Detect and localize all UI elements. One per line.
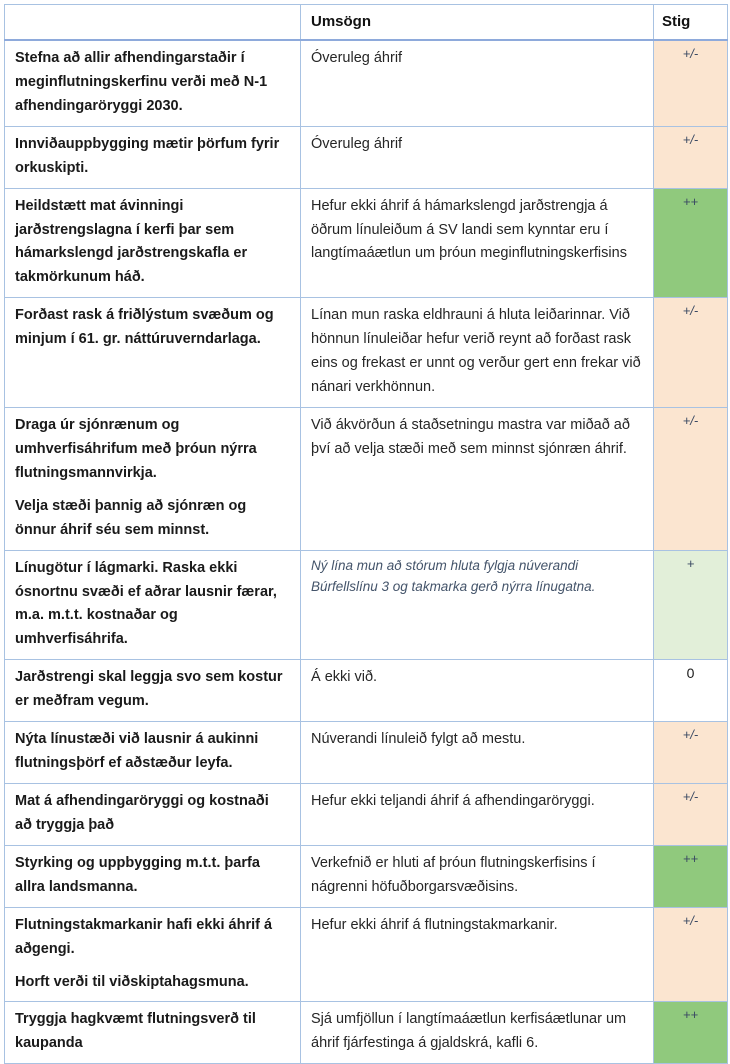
table-row — [5, 783, 728, 845]
criterion-text: Flutningstakmarkanir hafi ekki áhrif á aðgengi. — [15, 916, 273, 957]
header-score: Stig — [654, 5, 728, 41]
comment-cell: Hefur ekki áhrif á flutningstakmarkanir. — [301, 907, 654, 1002]
criterion-cell — [5, 907, 301, 1002]
table-row — [5, 298, 728, 408]
comment-cell: Óveruleg áhrif — [301, 126, 654, 188]
table-row — [5, 407, 728, 550]
table-body — [5, 40, 728, 1064]
score-cell: +/- — [654, 783, 728, 845]
criterion-text: Velja stæði þannig að sjónræn og önnur áhrif séu sem minnst. — [15, 497, 247, 538]
score-cell: ++ — [654, 188, 728, 298]
comment-cell: Á ekki við. — [301, 660, 654, 722]
comment-cell: Óveruleg áhrif — [301, 40, 654, 126]
comment-cell: Verkefnið er hluti af þróun flutningskerfisins í nágrenni höfuðborgarsvæðisins. — [301, 845, 654, 907]
criterion-text: Horft verði til viðskiptahagsmuna. — [15, 973, 249, 990]
table-row — [5, 660, 728, 722]
comment-cell: Við ákvörðun á staðsetningu mastra var miðað að því að velja stæði með sem minnst sjónræn áhrif. — [301, 407, 654, 550]
criterion-text: Innviðauppbygging mætir þörfum fyrir orkuskipti. — [15, 135, 280, 176]
score-cell: +/- — [654, 298, 728, 408]
criterion-cell — [5, 188, 301, 298]
criterion-text: Jarðstrengi skal leggja svo sem kostur er meðfram vegum. — [15, 669, 283, 710]
table-row — [5, 40, 728, 126]
score-cell: +/- — [654, 407, 728, 550]
comment-cell: Línan mun raska eldhrauni á hluta leiðarinnar. Við hönnun línuleiðar hefur verið reynt að forðast rask eins og frekast er unnt og verður gert enn frekar við nánari verkhönnun. — [301, 298, 654, 408]
score-cell: ++ — [654, 1002, 728, 1064]
score-cell: +/- — [654, 722, 728, 784]
score-cell: + — [654, 550, 728, 660]
comment-cell: Hefur ekki teljandi áhrif á afhendingaröryggi. — [301, 783, 654, 845]
criterion-cell — [5, 1002, 301, 1064]
criterion-text: Stefna að allir afhendingarstaðir í meginflutningskerfinu verði með N-1 afhendingaröryggi 2030. — [15, 50, 268, 114]
criterion-text: Tryggja hagkvæmt flutningsverð til kaupanda — [15, 1011, 256, 1052]
table-header-row — [5, 5, 728, 41]
criterion-text: Línugötur í lágmarki. Raska ekki ósnortnu svæði ef aðrar lausnir færar, m.a. m.t.t. kostnaðar og umhverfisáhrifa. — [15, 559, 277, 648]
header-comment: Umsögn — [301, 5, 654, 41]
header-criterion — [5, 5, 301, 41]
score-cell: +/- — [654, 40, 728, 126]
table-header — [5, 5, 728, 41]
criterion-text: Draga úr sjónrænum og umhverfisáhrifum með þróun nýrra flutningsmannvirkja. — [15, 416, 257, 481]
score-cell: 0 — [654, 660, 728, 722]
criterion-cell — [5, 722, 301, 784]
table-row — [5, 845, 728, 907]
comment-cell: Ný lína mun að stórum hluta fylgja núverandi Búrfellslínu 3 og takmarka gerð nýrra línugatna. — [301, 550, 654, 660]
table-row — [5, 550, 728, 660]
comment-cell: Hefur ekki áhrif á hámarkslengd jarðstrengja á öðrum línuleiðum á SV landi sem kynntar eru í langtímaáætlun um þróun meginflutningskerfisins — [301, 188, 654, 298]
table-row — [5, 1002, 728, 1064]
comment-cell: Núverandi línuleið fylgt að mestu. — [301, 722, 654, 784]
criterion-text: Styrking og uppbygging m.t.t. þarfa allra landsmanna. — [15, 854, 260, 895]
table-row — [5, 722, 728, 784]
table-row — [5, 907, 728, 1002]
criterion-cell — [5, 550, 301, 660]
criterion-cell — [5, 126, 301, 188]
criterion-text: Forðast rask á friðlýstum svæðum og minjum í 61. gr. náttúruverndarlaga. — [15, 307, 274, 348]
table-row — [5, 126, 728, 188]
comment-cell: Sjá umfjöllun í langtímaáætlun kerfisáætlunar um áhrif fjárfestinga á gjaldskrá, kafli 6. — [301, 1002, 654, 1064]
score-cell: ++ — [654, 845, 728, 907]
criterion-text: Heildstætt mat ávinningi jarðstrengslagna í kerfi þar sem hámarkslengd jarðstrengskafla er takmörkunum háð. — [15, 197, 248, 286]
criterion-cell — [5, 660, 301, 722]
criterion-cell — [5, 845, 301, 907]
assessment-table — [4, 4, 728, 1064]
criterion-cell — [5, 407, 301, 550]
score-cell: +/- — [654, 126, 728, 188]
criterion-cell — [5, 298, 301, 408]
table-row — [5, 188, 728, 298]
criterion-text: Nýta línustæði við lausnir á aukinni flutningsþörf ef aðstæður leyfa. — [15, 731, 259, 772]
criterion-cell — [5, 783, 301, 845]
criterion-cell — [5, 40, 301, 126]
score-cell: +/- — [654, 907, 728, 1002]
criterion-text: Mat á afhendingaröryggi og kostnaði að tryggja það — [15, 792, 269, 833]
